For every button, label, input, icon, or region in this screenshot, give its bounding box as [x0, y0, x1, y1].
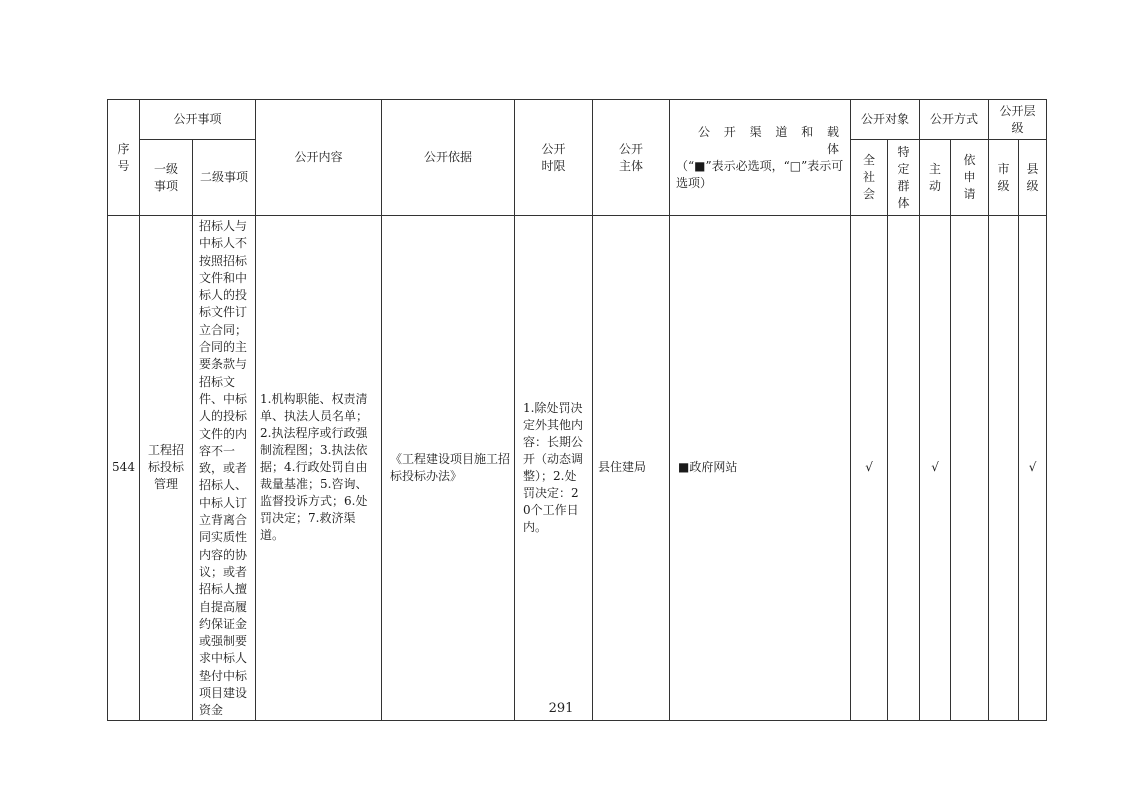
table-row	[108, 216, 1047, 721]
header-subject: 公开主体	[593, 100, 670, 216]
row-level1: 工程招标投标管理	[140, 216, 193, 721]
header-content: 公开内容	[256, 100, 382, 216]
header-channel-title: 公 开 渠 道 和 载 体	[697, 124, 845, 156]
row-level-county: √	[1019, 216, 1047, 721]
row-content: 1.机构职能、权责清单、执法人员名单；2.执法程序或行政强制流程图；3.执法依据；4.行政处罚自由裁量基准；5.咨询、监督投诉方式；6.处罚决定；7.救济渠道。	[256, 216, 382, 721]
header-target: 公开对象	[851, 100, 920, 140]
row-method-request	[951, 216, 989, 721]
header-matters: 公开事项	[140, 100, 256, 140]
page-number: 291	[548, 701, 574, 716]
disclosure-table	[107, 99, 1047, 721]
row-target-all: √	[851, 216, 888, 721]
row-basis: 《工程建设项目施工招标投标办法》	[382, 216, 515, 721]
row-method-active: √	[920, 216, 951, 721]
header-target-specific: 特定群体	[888, 140, 920, 216]
row-target-specific	[888, 216, 920, 721]
header-method: 公开方式	[920, 100, 989, 140]
row-level-city	[989, 216, 1019, 721]
header-method-request: 依申请	[951, 140, 989, 216]
header-seq: 序号	[108, 100, 140, 216]
header-level2: 二级事项	[193, 140, 256, 216]
header-channel-note: （“■”表示必选项，“□”表示可选项）	[676, 158, 844, 190]
row-level2: 招标人与中标人不按照招标文件和中标人的投标文件订立合同；合同的主要条款与招标文件、中标人的投标文件的内容不一致，或者招标人、中标人订立背离合同实质性内容的协议；或者招标人擅自提高履约保证金或强制要求中标人垫付中标项目建设资金	[193, 216, 256, 721]
header-level1: 一级事项	[140, 140, 193, 216]
header-target-all: 全社会	[851, 140, 888, 216]
row-subject: 县住建局	[593, 216, 670, 721]
header-channel	[670, 100, 851, 216]
header-level-city: 市级	[989, 140, 1019, 216]
header-time-limit: 公开时限	[515, 100, 593, 216]
header-method-active: 主动	[920, 140, 951, 216]
header-basis: 公开依据	[382, 100, 515, 216]
header-level: 公开层级	[989, 100, 1047, 140]
row-channel: ■政府网站	[670, 216, 851, 721]
row-time-limit: 1.除处罚决定外其他内容：长期公开（动态调整）；2.处罚决定：20个工作日内。	[515, 216, 593, 721]
header-level-county: 县级	[1019, 140, 1047, 216]
row-seq: 544	[108, 216, 140, 721]
